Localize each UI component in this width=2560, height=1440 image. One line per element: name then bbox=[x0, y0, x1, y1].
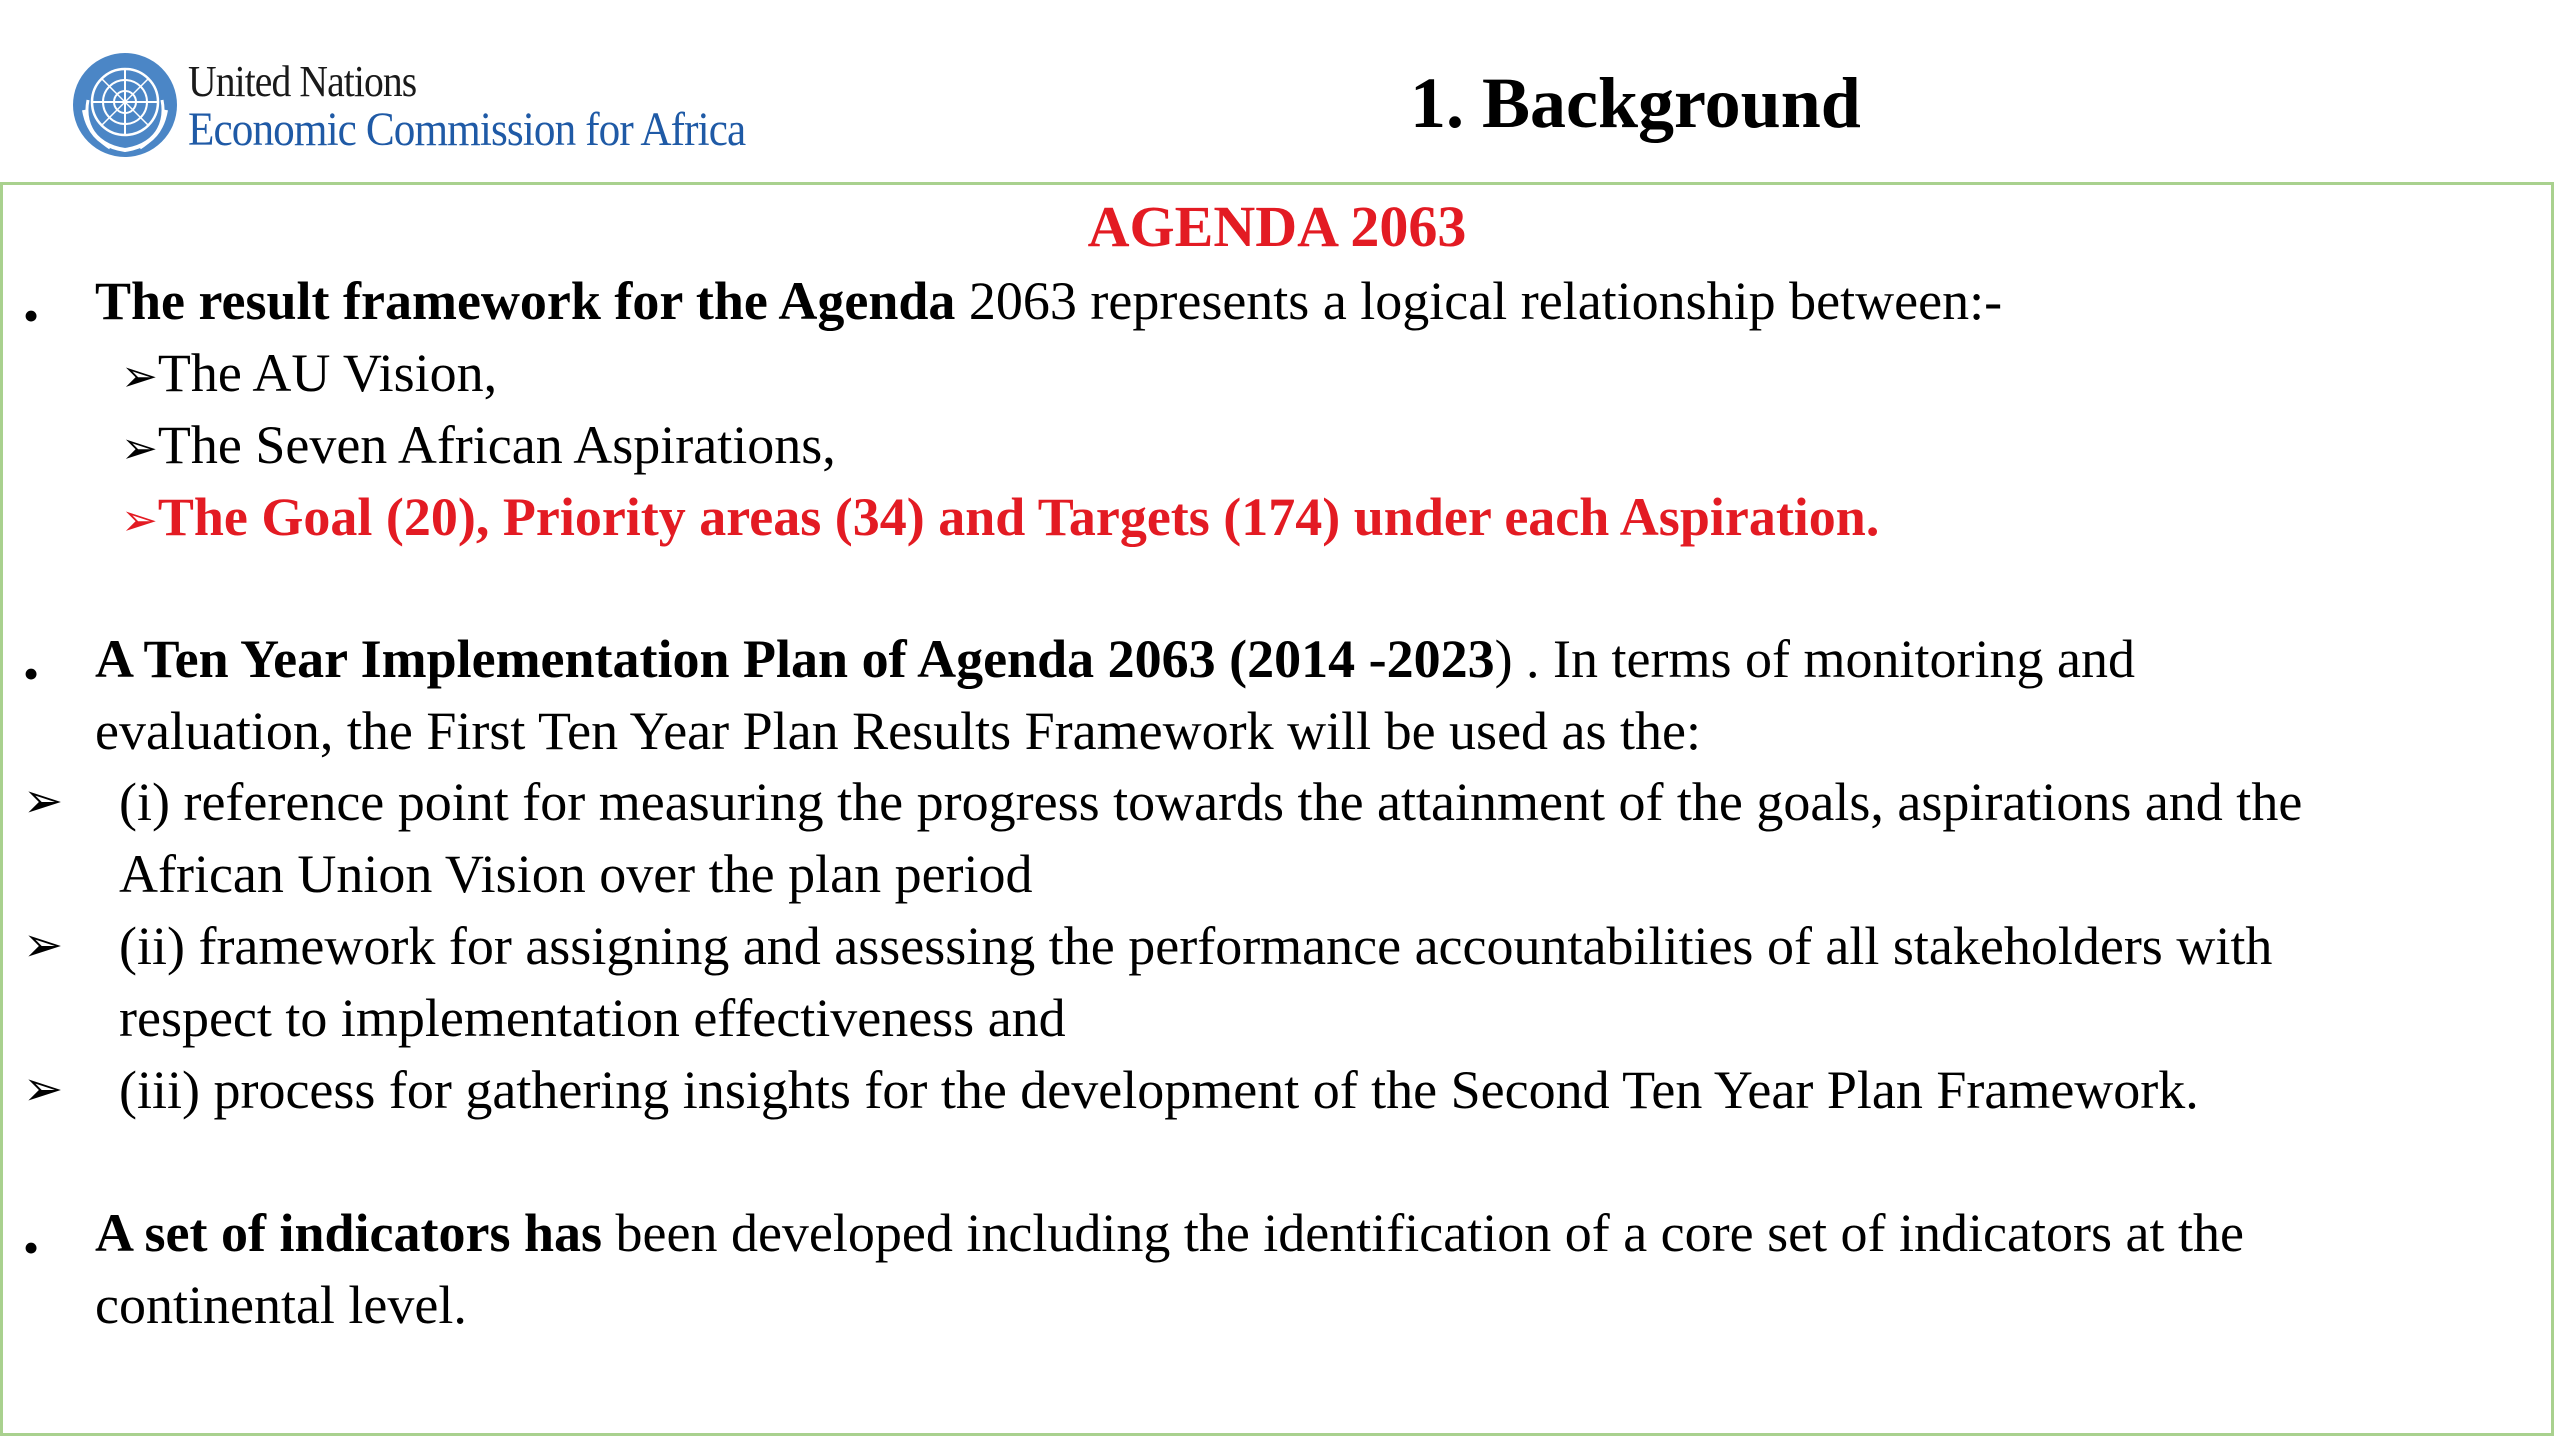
bullet3-text bbox=[95, 1202, 2244, 1264]
content-panel bbox=[0, 182, 2554, 1436]
bullet1-subitem: ➢The AU Vision, bbox=[121, 343, 498, 403]
bullet2-text bbox=[95, 628, 2135, 690]
bullet-marker: • bbox=[23, 648, 40, 699]
bullet1-subitem-highlight: ➢The Goal (20), Priority areas (34) and Targets (174) under each Aspiration. bbox=[121, 487, 1880, 547]
subitem-i-line2: African Union Vision over the plan period bbox=[119, 844, 1033, 904]
subitem-iii-line1: (iii) process for gathering insights for the development of the Second Ten Year Plan Framework. bbox=[119, 1060, 2199, 1120]
bullet1-text bbox=[95, 270, 2002, 332]
subitem-i-line1: (i) reference point for measuring the progress towards the attainment of the goals, aspirations and the bbox=[119, 772, 2303, 832]
org-name-line2: Economic Commission for Africa bbox=[188, 103, 746, 156]
subitem-ii-line2: respect to implementation effectiveness and bbox=[119, 988, 1066, 1048]
arrow-bullet-icon: ➢ bbox=[23, 917, 64, 973]
org-name-line1: United Nations bbox=[188, 57, 417, 106]
agenda-heading: AGENDA 2063 bbox=[1087, 194, 1467, 259]
bullet2-rest: ) . In terms of monitoring and bbox=[1494, 629, 2135, 689]
bullet1-rest: 2063 represents a logical relationship between:- bbox=[955, 271, 2003, 331]
page-title: 1. Background bbox=[1410, 63, 1861, 143]
bullet2-line2: evaluation, the First Ten Year Plan Results Framework will be used as the: bbox=[95, 701, 1701, 761]
arrow-bullet-icon: ➢ bbox=[23, 773, 64, 829]
slide-header bbox=[0, 0, 2560, 182]
bullet3-bold: A set of indicators has bbox=[95, 1203, 603, 1263]
bullet2-bold: A Ten Year Implementation Plan of Agenda 2063 (2014 -2023 bbox=[95, 629, 1495, 689]
arrow-bullet-icon: ➢ bbox=[121, 351, 158, 402]
arrow-bullet-icon: ➢ bbox=[121, 495, 158, 546]
bullet3-rest: been developed including the identification of a core set of indicators at the bbox=[602, 1203, 2244, 1263]
bullet-marker: • bbox=[23, 290, 40, 341]
bullet1-bold: The result framework for the Agenda bbox=[95, 271, 956, 331]
bullet3-line2: continental level. bbox=[95, 1275, 467, 1335]
bullet-marker: • bbox=[23, 1222, 40, 1273]
org-name bbox=[188, 57, 807, 156]
bullet1-subitem: ➢The Seven African Aspirations, bbox=[121, 415, 836, 475]
arrow-bullet-icon: ➢ bbox=[121, 423, 158, 474]
un-emblem-icon bbox=[70, 50, 180, 160]
subitem-ii-line1: (ii) framework for assigning and assessing the performance accountabilities of all stakeholders with bbox=[119, 916, 2273, 976]
arrow-bullet-icon: ➢ bbox=[23, 1061, 64, 1117]
